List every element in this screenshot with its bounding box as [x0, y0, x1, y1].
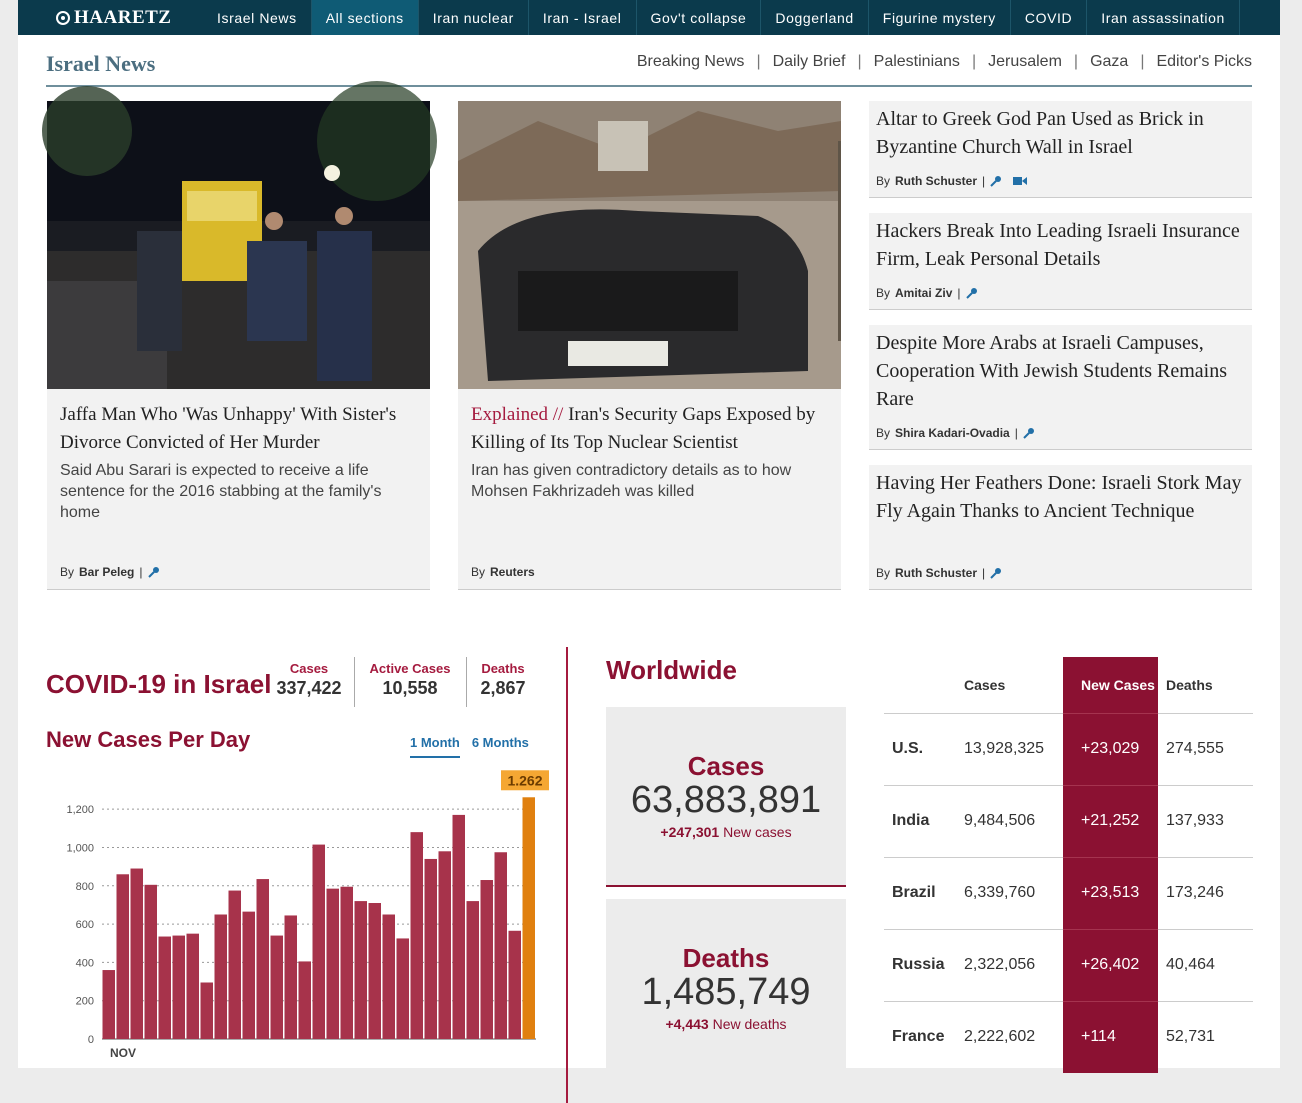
country-name: India: [884, 785, 956, 857]
bar: [313, 845, 326, 1039]
bar: [481, 880, 494, 1039]
y-tick-label: 600: [75, 919, 94, 932]
stat-label: Cases: [289, 661, 329, 676]
premium-key-icon: [1023, 427, 1035, 439]
author-link[interactable]: Reuters: [490, 565, 535, 579]
premium-key-icon: [990, 567, 1002, 579]
country-deaths: 274,555: [1158, 713, 1253, 785]
bar: [355, 901, 368, 1039]
stat-value: 10,558: [382, 678, 438, 698]
nav-item-govt-collapse[interactable]: Gov't collapse: [637, 0, 762, 35]
chart-title: New Cases Per Day: [46, 727, 251, 752]
byline: [876, 566, 1002, 580]
byline: [876, 426, 1035, 440]
article-title[interactable]: Having Her Feathers Done: Israeli Stork May Fly Again Thanks to Ancient Technique: [876, 472, 1242, 522]
stat-label: Active Cases: [369, 661, 451, 676]
tab-1-month[interactable]: 1 Month: [410, 735, 460, 758]
y-tick-label: 400: [75, 957, 94, 970]
tab-6-months[interactable]: 6 Months: [471, 735, 529, 750]
country-cases: 9,484,506: [956, 785, 1063, 857]
divider: [466, 657, 467, 707]
stat-value: 2,867: [480, 678, 526, 698]
article-title-text: Iran's Security Gaps Exposed by Killing of Its Top Nuclear Scientist: [471, 404, 816, 453]
new-cases-label: New cases: [723, 824, 792, 840]
bar: [215, 915, 228, 1040]
top-nav: [18, 0, 1280, 35]
byline-prefix: By: [471, 565, 486, 579]
byline-prefix: By: [876, 566, 891, 580]
bar: [495, 852, 508, 1039]
article-card-pan-altar[interactable]: [869, 101, 1252, 198]
author-link[interactable]: Amitai Ziv: [895, 286, 953, 300]
country-new-cases: +23,513: [1063, 857, 1158, 929]
table-header-cases: Cases: [964, 676, 1006, 693]
subnav-palestinians[interactable]: Palestinians: [873, 53, 960, 70]
y-tick-label: 1,000: [66, 842, 94, 855]
bar: [145, 885, 158, 1039]
byline: [876, 174, 1027, 188]
article-description: Iran has given contradictory details as to how Mohsen Fakhrizadeh was killed: [471, 462, 792, 500]
bar: [117, 874, 130, 1039]
table-row: [884, 929, 1253, 1001]
new-cases-count: +247,301: [660, 824, 720, 840]
article-title[interactable]: Despite More Arabs at Israeli Campuses, Cooperation With Jewish Students Remains Rare: [876, 332, 1228, 410]
stat-active-cases: [364, 661, 456, 699]
worldwide-cases-box: [606, 707, 846, 887]
author-link[interactable]: Shira Kadari-Ovadia: [895, 426, 1010, 440]
covid-title: COVID-19 in Israel: [46, 669, 272, 699]
nav-item-doggerland[interactable]: Doggerland: [761, 0, 868, 35]
bar: [327, 889, 340, 1039]
author-link[interactable]: Ruth Schuster: [895, 174, 978, 188]
country-name: Brazil: [884, 857, 956, 929]
table-header-new-cases: New Cases: [1063, 657, 1158, 713]
worldwide-cases-label: Cases: [687, 751, 765, 781]
table-row: [884, 713, 1253, 785]
bar: [173, 936, 186, 1039]
byline-prefix: By: [876, 286, 891, 300]
subnav-gaza[interactable]: Gaza: [1090, 53, 1129, 70]
byline: [471, 565, 535, 579]
x-axis-label: NOV: [110, 1046, 137, 1060]
y-tick-label: 0: [87, 1034, 94, 1046]
bar: [131, 869, 144, 1039]
nav-item-all-sections[interactable]: All sections: [312, 0, 419, 35]
author-link[interactable]: Bar Peleg: [79, 565, 135, 579]
nav-item-iran-israel[interactable]: Iran - Israel: [529, 0, 637, 35]
country-new-cases: +114: [1063, 1001, 1158, 1073]
subnav-separator: |: [756, 53, 761, 70]
haaretz-logo[interactable]: [18, 0, 203, 35]
article-card-arab-campuses[interactable]: [869, 325, 1252, 450]
table-header-row: [884, 657, 1253, 713]
premium-key-icon: [148, 566, 160, 578]
worldwide-country-table: [884, 657, 1253, 1073]
logo-mark-icon: [56, 11, 70, 25]
bar: [257, 879, 270, 1039]
article-image-damaged-car[interactable]: [458, 101, 841, 389]
byline: [876, 286, 978, 300]
subnav-jerusalem[interactable]: Jerusalem: [988, 53, 1062, 70]
country-deaths: 137,933: [1158, 785, 1253, 857]
new-deaths-count: +4,443: [665, 1016, 709, 1032]
bar: [201, 982, 214, 1039]
divider: [354, 657, 355, 707]
article-card-stork[interactable]: [869, 465, 1252, 590]
country-new-cases: +26,402: [1063, 929, 1158, 1001]
article-card-jaffa[interactable]: [47, 101, 430, 590]
worldwide-title: Worldwide: [606, 655, 737, 685]
table-header-country: [884, 657, 956, 713]
article-title[interactable]: Altar to Greek God Pan Used as Brick in Byzantine Church Wall in Israel: [876, 108, 1204, 158]
subnav-separator: |: [857, 53, 862, 70]
stat-label: Deaths: [481, 661, 525, 676]
article-title[interactable]: Hackers Break Into Leading Israeli Insurance Firm, Leak Personal Details: [876, 220, 1240, 270]
table-row: [884, 1001, 1253, 1073]
bar: [243, 912, 256, 1039]
bar: [383, 915, 396, 1040]
subnav-separator: |: [1073, 53, 1079, 70]
page: [18, 35, 1280, 1068]
country-name: Russia: [884, 929, 956, 1001]
chart-range-tabs: [410, 735, 529, 758]
country-deaths: 173,246: [1158, 857, 1253, 929]
author-link[interactable]: Ruth Schuster: [895, 566, 978, 580]
nav-item-figurine-mystery[interactable]: Figurine mystery: [869, 0, 1011, 35]
new-deaths-label: New deaths: [712, 1016, 787, 1032]
bar: [453, 815, 466, 1039]
subnav-daily-brief[interactable]: Daily Brief: [772, 53, 846, 70]
logo-text: HAARETZ: [74, 6, 172, 28]
nav-item-israel-news[interactable]: Israel News: [203, 0, 312, 35]
premium-key-icon: [990, 175, 1002, 187]
worldwide-deaths-label: Deaths: [682, 943, 770, 973]
country-name: France: [884, 1001, 956, 1073]
subnav-separator: |: [971, 53, 977, 70]
country-cases: 2,322,056: [956, 929, 1063, 1001]
article-description: Said Abu Sarari is expected to receive a life sentence for the 2016 stabbing at the family's home: [60, 462, 382, 521]
bar: [285, 915, 298, 1039]
stat-cases: [274, 661, 344, 699]
bar: [187, 934, 200, 1039]
byline-separator: |: [957, 286, 961, 300]
bar: [425, 859, 438, 1039]
article-card-iran[interactable]: [458, 101, 841, 590]
bar: [439, 851, 452, 1039]
article-title[interactable]: [471, 401, 821, 457]
bar: [341, 887, 354, 1039]
section-title[interactable]: Israel News: [46, 51, 156, 76]
byline-separator: |: [982, 566, 986, 580]
byline-prefix: By: [876, 174, 891, 188]
nav-item-covid[interactable]: COVID: [1011, 0, 1087, 35]
y-tick-label: 1,200: [66, 804, 94, 817]
bar: [369, 903, 382, 1039]
table-row: [884, 785, 1253, 857]
byline-separator: |: [982, 174, 986, 188]
bar: [103, 970, 116, 1039]
bar: [159, 937, 172, 1039]
bar: [411, 832, 424, 1039]
nav-item-iran-assassination[interactable]: Iran assassination: [1087, 0, 1240, 35]
bar: [509, 931, 522, 1039]
subnav-breaking-news[interactable]: Breaking News: [636, 53, 745, 70]
y-tick-label: 800: [75, 880, 94, 893]
stat-deaths: [476, 661, 530, 699]
premium-key-icon: [966, 287, 978, 299]
stat-value: 337,422: [276, 678, 342, 698]
worldwide-deaths-value: 1,485,749: [641, 971, 811, 1013]
worldwide-new-cases: [606, 824, 846, 840]
y-tick-label: 200: [75, 995, 94, 1008]
column-divider: [566, 647, 568, 1103]
subnav-editors-picks[interactable]: Editor's Picks: [1156, 53, 1252, 70]
bar: [299, 961, 312, 1039]
article-tag: Explained //: [471, 404, 564, 425]
subnav-separator: |: [1140, 53, 1145, 70]
country-new-cases: +23,029: [1063, 713, 1158, 785]
byline-prefix: By: [60, 565, 75, 579]
bar: [467, 901, 480, 1039]
section-subnav: [637, 53, 1252, 71]
country-name: U.S.: [884, 713, 956, 785]
nav-item-iran-nuclear[interactable]: Iran nuclear: [419, 0, 529, 35]
section-header: [46, 43, 1252, 87]
article-title[interactable]: Jaffa Man Who 'Was Unhappy' With Sister's Divorce Convicted of Her Murder: [60, 404, 397, 453]
byline: [60, 565, 160, 579]
table-row: [884, 857, 1253, 929]
worldwide-cases-value: 63,883,891: [630, 779, 822, 821]
country-deaths: 52,731: [1158, 1001, 1253, 1073]
byline-prefix: By: [876, 426, 891, 440]
bar-highlight: [523, 797, 536, 1039]
bar: [397, 938, 410, 1039]
bar: [271, 936, 284, 1039]
bar: [229, 891, 242, 1039]
worldwide-new-deaths: [606, 1016, 846, 1032]
country-cases: 2,222,602: [956, 1001, 1063, 1073]
country-new-cases: +21,252: [1063, 785, 1158, 857]
country-cases: 6,339,760: [956, 857, 1063, 929]
table-header-deaths: Deaths: [1166, 676, 1213, 693]
byline-separator: |: [1014, 426, 1018, 440]
highlight-label: 1.262: [507, 772, 543, 789]
country-cases: 13,928,325: [956, 713, 1063, 785]
video-camera-icon: [1013, 175, 1027, 187]
worldwide-deaths-box: [606, 899, 846, 1068]
article-image-police-scene[interactable]: [47, 101, 430, 389]
country-deaths: 40,464: [1158, 929, 1253, 1001]
byline-separator: |: [139, 565, 143, 579]
new-cases-bar-chart: [38, 772, 543, 1068]
article-card-hackers[interactable]: [869, 213, 1252, 310]
